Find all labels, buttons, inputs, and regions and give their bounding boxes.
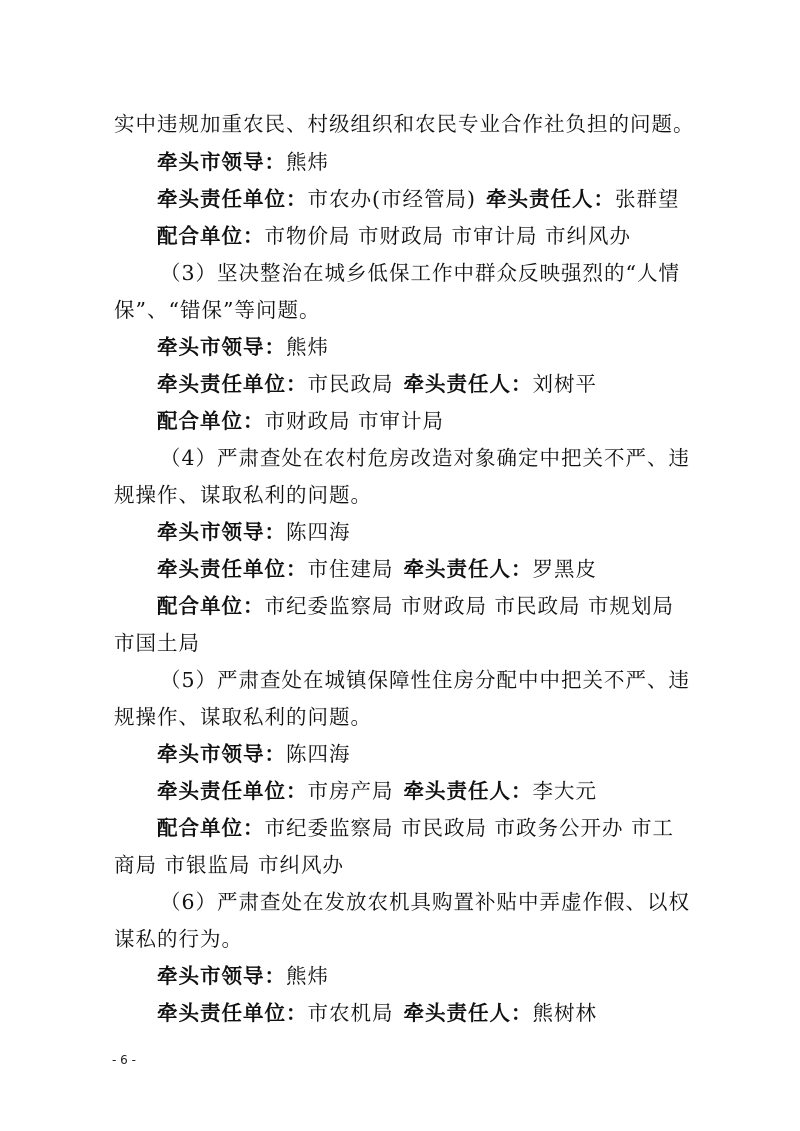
label: 牵头市领导： xyxy=(157,742,286,766)
label: 牵头责任单位： xyxy=(157,1001,308,1025)
line-text: 市国土局 xyxy=(114,631,200,655)
value: 刘树平 xyxy=(532,372,597,396)
lead-unit-line xyxy=(157,555,597,583)
line-text: （3）坚决整治在城乡低保工作中群众反映强烈的“人情 xyxy=(160,261,681,285)
text-line xyxy=(114,629,200,657)
line-text: （5）严肃查处在城镇保障性住房分配中中把关不严、违 xyxy=(160,668,691,692)
value: 市农机局 xyxy=(307,1001,394,1025)
text-line xyxy=(114,925,243,953)
label: 牵头市领导： xyxy=(157,520,286,544)
value: 市民政局 xyxy=(307,372,394,396)
value: 市纪委监察局 市财政局 市民政局 市规划局 xyxy=(264,594,675,618)
lead-unit-line xyxy=(157,999,597,1027)
value: 陈四海 xyxy=(286,520,351,544)
label: 牵头责任人： xyxy=(403,372,533,396)
label: 牵头市领导： xyxy=(157,150,286,174)
value: 熊树林 xyxy=(532,1001,597,1025)
item-heading xyxy=(160,666,690,694)
lead-leader-line xyxy=(157,333,329,361)
value: 熊炜 xyxy=(286,335,329,359)
text-line xyxy=(114,703,372,731)
lead-unit-line xyxy=(157,370,597,398)
label: 配合单位： xyxy=(157,224,265,248)
cooperating-unit-line xyxy=(157,222,631,250)
value: 市住建局 xyxy=(307,557,394,581)
label: 牵头责任单位： xyxy=(157,779,308,803)
item-heading xyxy=(160,259,680,287)
item-heading xyxy=(160,888,690,916)
cooperating-unit-line xyxy=(157,407,444,435)
label: 牵头责任人： xyxy=(486,187,615,211)
lead-unit-line xyxy=(157,777,597,805)
label: 配合单位： xyxy=(157,409,265,433)
value: 市物价局 市财政局 市审计局 市纠风办 xyxy=(264,224,632,248)
item-heading xyxy=(160,444,690,472)
label: 牵头责任单位： xyxy=(157,372,308,396)
line-text: 规操作、谋取私利的问题。 xyxy=(114,483,372,507)
value: 市纪委监察局 市民政局 市政务公开办 市工 xyxy=(264,816,675,840)
line-text: 商局 市银监局 市纠风办 xyxy=(114,853,345,877)
text-line xyxy=(114,481,372,509)
label: 牵头责任人： xyxy=(403,779,533,803)
page-number: - 6 - xyxy=(112,1053,136,1067)
label: 配合单位： xyxy=(157,816,265,840)
text-line xyxy=(114,296,320,324)
lead-unit-line xyxy=(157,185,680,213)
lead-leader-line xyxy=(157,518,351,546)
lead-leader-line xyxy=(157,148,329,176)
value: 罗黑皮 xyxy=(532,557,597,581)
lead-leader-line xyxy=(157,740,351,768)
label: 牵头责任单位： xyxy=(157,557,308,581)
line-text: 实中违规加重农民、村级组织和农民专业合作社负担的问题。 xyxy=(114,112,695,136)
value: 市农办(市经管局) xyxy=(307,187,476,211)
value: 张群望 xyxy=(615,187,680,211)
label: 牵头责任单位： xyxy=(157,187,308,211)
value: 市房产局 xyxy=(307,779,394,803)
value: 陈四海 xyxy=(286,742,351,766)
line-text: （6）严肃查处在发放农机具购置补贴中弄虚作假、以权 xyxy=(160,890,691,914)
value: 熊炜 xyxy=(286,964,329,988)
label: 牵头市领导： xyxy=(157,964,286,988)
lead-leader-line xyxy=(157,962,329,990)
text-line xyxy=(114,110,695,138)
line-text: 规操作、谋取私利的问题。 xyxy=(114,705,372,729)
line-text: 保”、“错保”等问题。 xyxy=(114,298,321,322)
value: 熊炜 xyxy=(286,150,329,174)
line-text: 谋私的行为。 xyxy=(114,927,243,951)
label: 配合单位： xyxy=(157,594,265,618)
label: 牵头责任人： xyxy=(403,1001,533,1025)
value: 李大元 xyxy=(532,779,597,803)
text-line xyxy=(114,851,344,879)
cooperating-unit-line xyxy=(157,592,674,620)
label: 牵头市领导： xyxy=(157,335,286,359)
value: 市财政局 市审计局 xyxy=(264,409,445,433)
cooperating-unit-line xyxy=(157,814,674,842)
line-text: （4）严肃查处在农村危房改造对象确定中把关不严、违 xyxy=(160,446,691,470)
label: 牵头责任人： xyxy=(403,557,533,581)
